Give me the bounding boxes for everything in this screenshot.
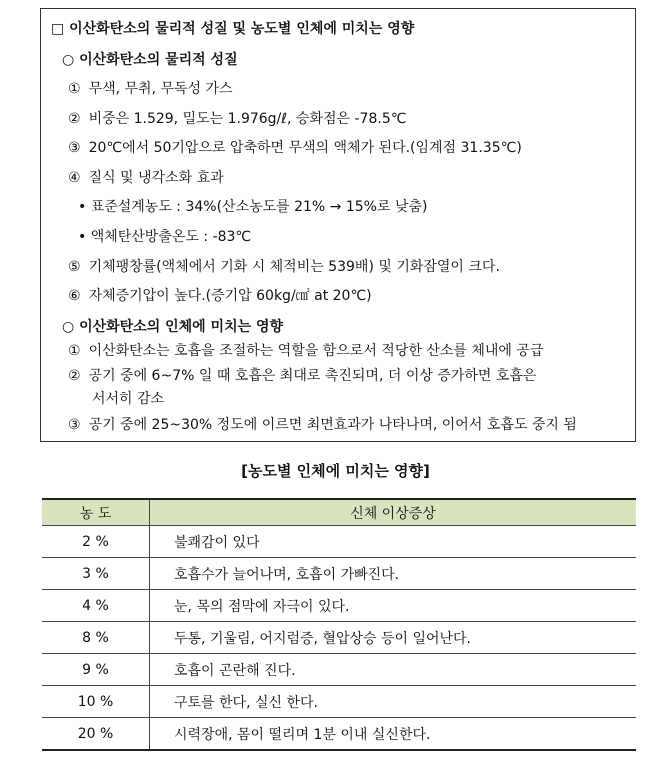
table-row xyxy=(42,526,636,558)
cell-concentration: 4 % xyxy=(42,590,150,622)
effect-item-3 xyxy=(68,416,577,434)
cell-concentration: 9 % xyxy=(42,654,150,686)
property-item-2 xyxy=(68,110,406,128)
property-item-4 xyxy=(68,169,224,187)
item-text: 20℃에서 50기압으로 압축하면 무색의 액체가 된다.(임계점 31.35℃) xyxy=(88,140,522,156)
table-row xyxy=(42,654,636,686)
cell-concentration: 10 % xyxy=(42,686,150,718)
concentration-effects-table xyxy=(42,498,636,751)
property-item-5 xyxy=(68,258,500,276)
cell-concentration: 2 % xyxy=(42,526,150,558)
box-title: □ 이산화탄소의 물리적 성질 및 농도별 인체에 미치는 영향 xyxy=(51,21,415,37)
cell-concentration: 20 % xyxy=(42,718,150,751)
item-text: 공기 중에 6~7% 일 때 호흡은 최대로 촉진되며, 더 이상 증가하면 호흡은 xyxy=(88,368,537,384)
item-number: ④ xyxy=(68,170,81,186)
header-concentration: 농 도 xyxy=(42,499,150,526)
section1-heading: ○ 이산화탄소의 물리적 성질 xyxy=(62,52,238,68)
item-text: 이산화탄소는 호흡을 조절하는 역할을 함으로서 적당한 산소를 체내에 공급 xyxy=(88,343,544,359)
table-row xyxy=(42,558,636,590)
property-item-1 xyxy=(68,80,233,98)
bullet-design-concentration: • 표준설계농도 : 34%(산소농도를 21% → 15%로 낮춤) xyxy=(78,199,428,215)
item-text: 자체증기압이 높다.(증기압 60kg/㎠ at 20℃) xyxy=(88,288,372,304)
item-text: 기체팽창률(액체에서 기화 시 체적비는 539배) 및 기화잠열이 크다. xyxy=(88,259,500,275)
item-text: 질식 및 냉각소화 효과 xyxy=(88,170,224,186)
effect-item-1 xyxy=(68,342,543,360)
header-symptoms: 신체 이상증상 xyxy=(150,499,637,526)
bullet-discharge-temperature: • 액체탄산방출온도 : -83℃ xyxy=(78,229,252,245)
item-number: ⑤ xyxy=(68,259,81,275)
item-number: ③ xyxy=(68,140,81,156)
item-number: ① xyxy=(68,343,81,359)
cell-concentration: 3 % xyxy=(42,558,150,590)
property-item-6 xyxy=(68,287,372,305)
table-header-row xyxy=(42,499,636,526)
item-text: 비중은 1.529, 밀도는 1.976g/ℓ, 승화점은 -78.5℃ xyxy=(88,111,407,127)
cell-symptom: 두통, 기울림, 어지럼증, 혈압상승 등이 일어난다. xyxy=(150,622,637,654)
section2-heading: ○ 이산화탄소의 인체에 미치는 영향 xyxy=(62,319,284,335)
effect-item-2 xyxy=(68,367,536,385)
table-row xyxy=(42,590,636,622)
effect-item-2-continuation: 서서히 감소 xyxy=(92,391,165,407)
cell-symptom: 호흡수가 늘어나며, 호흡이 가빠진다. xyxy=(150,558,637,590)
cell-symptom: 시력장애, 몸이 떨리며 1분 이내 실신한다. xyxy=(150,718,637,751)
item-number: ③ xyxy=(68,417,81,433)
item-number: ⑥ xyxy=(68,288,81,304)
cell-symptom: 구토를 한다, 실신 한다. xyxy=(150,686,637,718)
table-row xyxy=(42,622,636,654)
item-number: ① xyxy=(68,81,81,97)
item-number: ② xyxy=(68,368,81,384)
table-row xyxy=(42,686,636,718)
table-row xyxy=(42,718,636,751)
cell-concentration: 8 % xyxy=(42,622,150,654)
property-item-3 xyxy=(68,139,522,157)
cell-symptom: 불쾌감이 있다 xyxy=(150,526,637,558)
table-title: [농도별 인체에 미치는 영향] xyxy=(241,462,430,480)
item-text: 무색, 무취, 무독성 가스 xyxy=(88,81,233,97)
cell-symptom: 호흡이 곤란해 진다. xyxy=(150,654,637,686)
item-text: 공기 중에 25~30% 정도에 이르면 최면효과가 나타나며, 이어서 호흡도 중지 됨 xyxy=(88,417,577,433)
cell-symptom: 눈, 목의 점막에 자극이 있다. xyxy=(150,590,637,622)
item-number: ② xyxy=(68,111,81,127)
